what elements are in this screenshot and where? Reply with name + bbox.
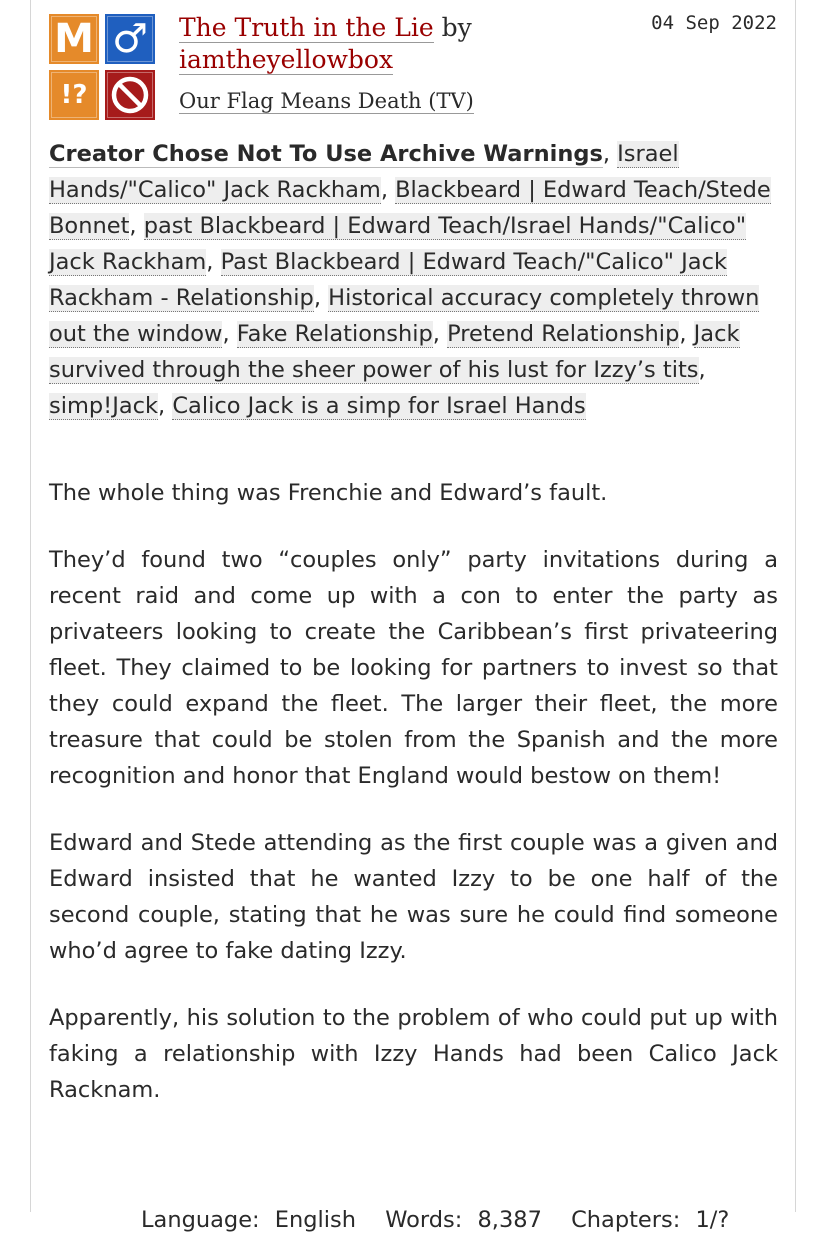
chapters-value: 1/? [695, 1206, 730, 1233]
warning-tag[interactable]: Creator Chose Not To Use Archive Warnings [49, 141, 603, 167]
warning-tag-item: Creator Chose Not To Use Archive Warnings, [49, 141, 618, 167]
publish-date: 04 Sep 2022 [651, 12, 777, 34]
summary-paragraph: The whole thing was Frenchie and Edward’s fault. [49, 480, 608, 506]
language-value: English [274, 1206, 357, 1233]
tag-item: Fake Relationship, [236, 321, 448, 347]
tag-item: Historical accuracy completely thrown out the window, [49, 285, 760, 347]
fandom [179, 86, 474, 116]
tag-item: Jack survived through the sheer power of his lust for Izzy’s tits, [49, 321, 740, 383]
summary-paragraph: Edward and Stede attending as the first couple was a given and Edward insisted that he wanted Izzy to be one half of the second couple, stating that he was sure he could find someone who’d agree to fake dating Izzy. [49, 830, 778, 964]
tag-item: past Blackbeard | Edward Teach/Israel Hands/"Calico" Jack Rackham, [49, 213, 747, 275]
relationship-tag[interactable]: past Blackbeard | Edward Teach/Israel Hands/"Calico" Jack Rackham [49, 213, 747, 275]
author-link[interactable]: iamtheyellowbox [179, 45, 394, 74]
tag-item [172, 393, 585, 420]
summary-paragraph: They’d found two “couples only” party invitations during a recent raid and come up with a con to enter the party as privateers looking to create the Caribbean’s first privateering fleet. They claimed to be looking for partners to invest so that they could expand the fleet. The larger their fleet, the more treasure that could be stolen from the Spanish and the more recognition and honor that England would bestow on them! [49, 547, 778, 789]
freeform-tag[interactable]: Fake Relationship [236, 321, 433, 347]
language-label: Language: [141, 1206, 260, 1233]
tag-item: Blackbeard | Edward Teach/Stede Bonnet, [49, 177, 771, 239]
tag-item: Israel Hands/"Calico" Jack Rackham, [49, 141, 679, 203]
warning-unspecified-icon[interactable]: !? [49, 70, 99, 120]
freeform-tag[interactable]: Calico Jack is a simp for Israel Hands [172, 393, 586, 419]
relationship-tag[interactable]: Past Blackbeard | Edward Teach/"Calico" Jack Rackham - Relationship [49, 249, 727, 311]
chapters-label: Chapters: [571, 1206, 681, 1233]
work-in-progress-icon[interactable] [105, 70, 155, 120]
tag-item: simp!Jack, [49, 393, 173, 419]
relationship-tag[interactable]: Israel Hands/"Calico" Jack Rackham [49, 141, 679, 203]
freeform-tag[interactable]: Historical accuracy completely thrown out the window [49, 285, 760, 347]
freeform-tag[interactable]: simp!Jack [49, 393, 159, 419]
tag-item: Past Blackbeard | Edward Teach/"Calico" Jack Rackham - Relationship, [49, 249, 727, 311]
by-label: by [441, 13, 472, 42]
relationship-tag[interactable]: Blackbeard | Edward Teach/Stede Bonnet [49, 177, 771, 239]
summary-paragraph: Apparently, his solution to the problem of who could put up with faking a relationship with Izzy Hands had been Calico Jack Racknam. [49, 1005, 778, 1103]
tag-list [49, 136, 779, 424]
freeform-tag[interactable]: Pretend Relationship [447, 321, 680, 347]
summary [49, 475, 778, 1139]
words-value: 8,387 [477, 1206, 542, 1233]
freeform-tag[interactable]: Jack survived through the sheer power of his lust for Izzy’s tits [49, 321, 740, 383]
work-blurb [30, 0, 796, 1233]
required-tags [49, 14, 157, 122]
work-title-link[interactable]: The Truth in the Lie [179, 13, 434, 42]
category-mm-icon[interactable]: ♂ [105, 14, 155, 64]
work-heading [179, 12, 472, 76]
fandom-link[interactable]: Our Flag Means Death (TV) [179, 89, 474, 113]
tag-item: Pretend Relationship, [447, 321, 694, 347]
rating-mature-icon[interactable]: M [49, 14, 99, 64]
words-label: Words: [385, 1206, 463, 1233]
work-stats [141, 1202, 751, 1238]
